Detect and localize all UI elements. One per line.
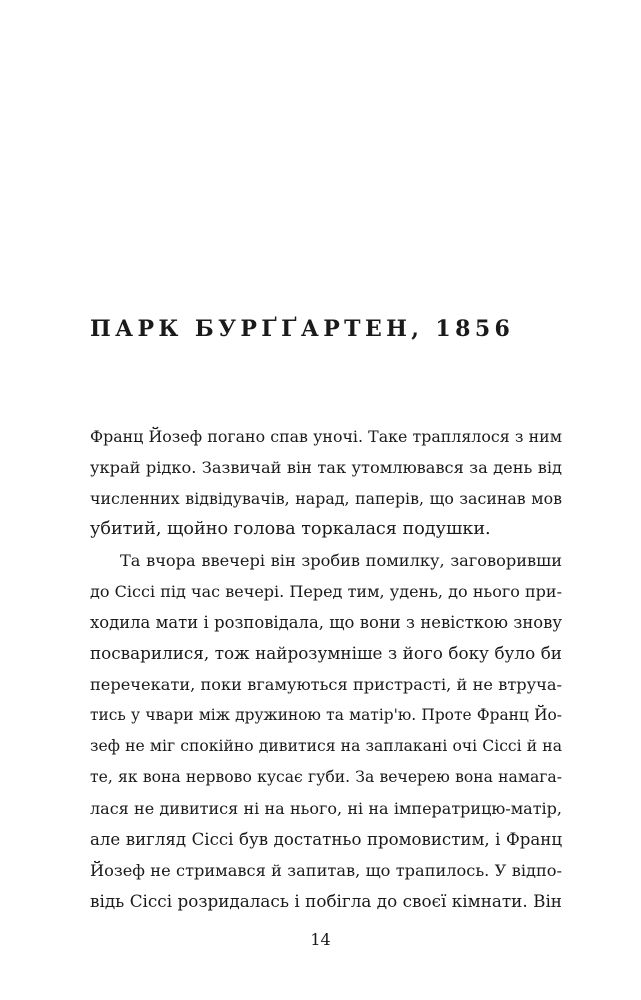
text-line: Йозеф не стримався й запитав, що трапилось. У відпо- xyxy=(90,861,562,880)
text-line: Франц Йозеф погано спав уночі. Таке траплялося з ним xyxy=(90,427,562,446)
text-line: убитий, щойно голова торкалася подушки. xyxy=(90,519,491,539)
text-line: зеф не міг спокійно дивитися на заплакані очі Сіссі й на xyxy=(90,737,562,755)
text-line: ходила мати і розповідала, що вони з невісткою знову xyxy=(90,613,562,632)
text-line: посварилися, тож найрозумніше з його боку було би xyxy=(90,643,562,663)
text-line: перечекати, поки вгамуються пристрасті, й не втруча- xyxy=(90,675,562,694)
text-line: численних відвідувачів, нарад, паперів, що засинав мов xyxy=(90,489,562,508)
text-line: тись у чвари між дружиною та матір'ю. Проте Франц Йо- xyxy=(90,706,562,724)
page-number: 14 xyxy=(310,930,331,949)
text-line: те, як вона нервово кусає губи. За вечерею вона намага- xyxy=(90,768,562,786)
text-line: відь Сіссі розридалась і побігла до своєї кімнати. Він xyxy=(90,891,562,911)
body-text xyxy=(90,421,562,917)
text-line: лася не дивитися ні на нього, ні на імператрицю-матір, xyxy=(90,799,562,818)
text-line: украй рідко. Зазвичай він так утомлювався за день від xyxy=(90,458,562,477)
chapter-title: ПАРК БУРҐҐАРТЕН, 1856 xyxy=(90,316,515,342)
text-line: але вигляд Сіссі був достатньо промовистим, і Франц xyxy=(90,830,562,849)
text-line: до Сіссі під час вечері. Перед тим, удень, до нього при- xyxy=(90,582,562,601)
text-line: Та вчора ввечері він зробив помилку, заговоривши xyxy=(120,551,562,570)
